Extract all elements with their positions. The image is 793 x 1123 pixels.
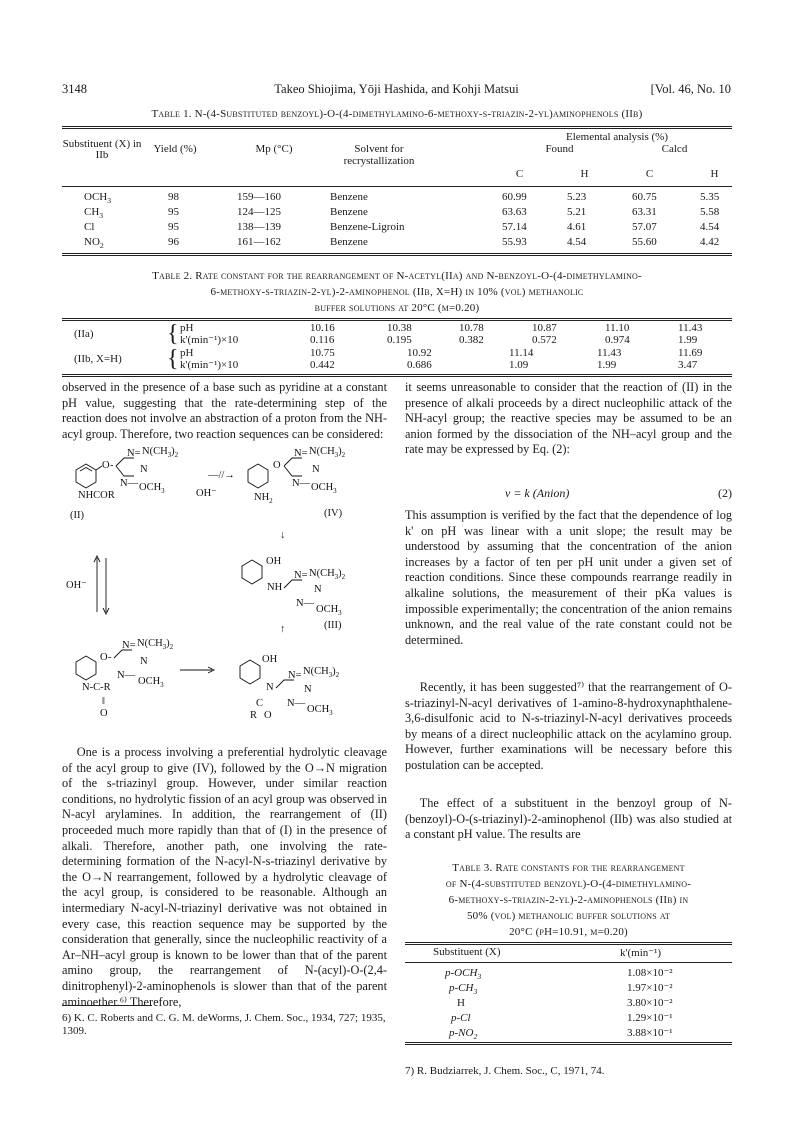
t1-row — [62, 220, 732, 235]
scheme-up-arrow: ↑ — [280, 624, 286, 635]
t3-row — [405, 981, 732, 996]
t1-fh: 5.23 — [567, 191, 587, 203]
scheme-o: O — [264, 710, 272, 721]
table1-caption: Table 1. N-(4-Substituted benzoyl)-O-(4-dimethylamino-6-methoxy-s-triazin-2-yl)aminophenols (IIb) — [151, 108, 643, 120]
t1-x: Cl — [84, 221, 95, 233]
t2-row-a-label: (IIa) — [74, 328, 94, 340]
t1-fc: 55.93 — [502, 236, 527, 248]
t2-a-ph: 10.87 — [532, 322, 557, 334]
scheme-nhcor: NHCOR — [78, 490, 115, 501]
t2-a-ph: 10.16 — [310, 322, 335, 334]
t1-yield: 96 — [168, 236, 179, 248]
table1-bottom-rule — [62, 253, 732, 256]
t3-x: H — [457, 997, 465, 1009]
svg-text:N: N — [314, 584, 322, 595]
table2-bottom-rule — [62, 374, 732, 377]
t2-brace-a: { — [167, 321, 179, 347]
svg-text:O: O — [102, 460, 110, 471]
table1-body — [62, 190, 732, 250]
svg-text:N—: N— — [292, 478, 311, 489]
t1-fh: 4.61 — [567, 221, 587, 233]
t1-solvent: Benzene — [330, 236, 368, 248]
t1-cc: 63.31 — [632, 206, 657, 218]
scheme-n-1: N= — [127, 448, 141, 459]
t2-brace-b: { — [167, 346, 179, 372]
t2-cap-l3: buffer solutions at 20°C (μ=0.20) — [314, 302, 480, 314]
svg-text:N(CH3)2: $N(CH_3)_2$ — [137, 638, 174, 651]
t1-cc: 55.60 — [632, 236, 657, 248]
right-paragraph-2: This assumption is verified by the fact that the dependence of log k' on pH was linear with a unit slope; the result may be understood by assuming that the concentration of the anion increases by a factor of ten per pH unit under a given set of reaction conditions. Since these compounds rearrange readily in alkaline solutions, the measurement of their pKa values is impossible experimentally; the concentration of the anion remains unknown, and the real value of the rate constant could not be determined. — [405, 508, 732, 647]
t1-row — [62, 190, 732, 205]
t1-x: $CH_3$ — [84, 206, 104, 221]
equation-number: (2) — [718, 486, 732, 500]
t1-yield: 95 — [168, 221, 179, 233]
table3-caption — [405, 860, 732, 940]
structure-iv — [248, 446, 346, 519]
t3-k: 3.88×10⁻¹ — [627, 1027, 673, 1039]
reaction-scheme — [62, 440, 392, 740]
t1-row — [62, 205, 732, 220]
t1-fc: 63.63 — [502, 206, 527, 218]
svg-text:N=: N= — [294, 570, 308, 581]
t1-col-solvent: Solvent for recrystallization — [343, 143, 415, 167]
structure-n-acyl — [76, 638, 174, 719]
svg-text:N: N — [312, 464, 320, 475]
t1-col-found-h: H — [580, 168, 589, 180]
t1-yield: 95 — [168, 206, 179, 218]
t1-row — [62, 235, 732, 250]
svg-text:NH2: $NH_2$ — [254, 492, 273, 505]
scheme-n-3: N— — [120, 478, 139, 489]
t3-col-k: k'(min⁻¹) — [620, 947, 662, 959]
t1-col-elemental: Elemental analysis (%) — [565, 131, 669, 143]
svg-text:N(CH3)2: $N(CH_3)_2$ — [309, 446, 346, 459]
t1-fc: 60.99 — [502, 191, 527, 203]
scheme-c: C — [256, 698, 264, 709]
t2-ph-label-b: pH — [180, 347, 194, 359]
running-authors: Takeo Shiojima, Yōji Hashida, and Kohji Matsui — [274, 82, 519, 96]
t2-b-k: 1.09 — [509, 359, 529, 371]
right-paragraph-4: The effect of a substituent in the benzoyl group of N-(benzoyl)-O-(s-triazinyl)-2-aminophenol (IIb) was also studied at a constant pH value. The results are — [405, 796, 732, 842]
t3-row — [405, 1011, 732, 1026]
svg-text:N=: N= — [288, 670, 302, 681]
t1-fh: 5.21 — [567, 206, 587, 218]
table3-body — [405, 966, 732, 1041]
t2-b-ph: 11.43 — [597, 347, 622, 359]
t2-a-k: 0.572 — [532, 334, 557, 346]
t3-row — [405, 966, 732, 981]
t1-col-found: Found — [545, 143, 574, 155]
t2-a-k: 0.382 — [459, 334, 484, 346]
benzene-ring-iii — [242, 560, 262, 584]
volume-info: [Vol. 46, No. 10 — [650, 82, 731, 96]
equation-text: v = k (Anion) — [505, 486, 570, 500]
t1-col-calcd-c: C — [645, 168, 654, 180]
t1-ch: 4.42 — [700, 236, 720, 248]
t2-a-ph: 10.38 — [387, 322, 412, 334]
t2-a-ph: 11.43 — [678, 322, 703, 334]
table2-body — [62, 322, 732, 374]
t1-solvent: Benzene — [330, 191, 368, 203]
t1-col-mp: Mp (°C) — [255, 143, 293, 155]
t3-k: 1.08×10⁻² — [627, 967, 673, 979]
scheme-down-arrow: ↓ — [280, 530, 286, 541]
t3-k: 3.80×10⁻² — [627, 997, 673, 1009]
structure-ii — [70, 446, 179, 521]
t1-col-calcd-h: H — [710, 168, 719, 180]
scheme-r: R — [250, 710, 258, 721]
t1-cc: 60.75 — [632, 191, 657, 203]
scheme-oh-side: OH⁻ — [66, 580, 87, 591]
svg-text:OCH3: $OCH_3$ — [138, 676, 164, 689]
svg-text:N—: N— — [296, 598, 315, 609]
t2-a-k: 1.99 — [678, 334, 698, 346]
t2-cap-l2: 6-methoxy-s-triazin-2-yl)-2-aminophenol (IIb, X=H) in 10% (vol) methanolic — [210, 286, 584, 298]
svg-text:N—: N— — [287, 698, 306, 709]
t3-x: p-Cl — [451, 1012, 471, 1024]
table1-mid-rule — [62, 186, 732, 187]
scheme-oh-minus: OH⁻ — [196, 488, 217, 499]
scheme-nh: NH — [267, 582, 283, 593]
t1-solvent: Benzene-Ligroin — [330, 221, 405, 233]
t3-k: 1.29×10⁻¹ — [627, 1012, 673, 1024]
t3-cap-l4: 50% (vol) methanolic buffer solutions at — [466, 910, 671, 922]
page-number: 3148 — [62, 82, 87, 96]
t2-k-label-b: k'(min⁻¹)×10 — [180, 359, 239, 371]
svg-text:N(CH3)2: $N(CH_3)_2$ — [303, 666, 340, 679]
left-paragraph-2: One is a process involving a preferential hydrolytic cleavage of the acyl group to give (IV), followed by the O→N migration of the s-triazinyl group. However, under similar reaction conditions, no hydrolytic fission of an acyl group was observed in N-acyl arylamines. In addition, the rearrangement of (II) proceeded much more rapidly than that of (I) in the presence of alkali. Therefore, another path, one involving the rate-determining formation of the N-acyl-N-s-triazinyl derivative by the O→N rearrangement, followed by a hydrolytic cleavage of the acyl group, is considered to be reasonable. Although an intermediary N-acyl-N-triazinyl derivative was not obtained in every case, this reaction sequence may be supported by the consideration that generally, since the nucleophilic reactivity of a Ar–NH–acyl group is known to be lower than that of the parent amino group, the rearrangement of N-(acyl)-O-(2,4-dinitrophenyl)-2-aminophenols is slower than that of the parent aminoether.⁶⁾ Therefore, — [62, 745, 387, 1009]
t1-col-substituent: Substituent (X) in IIb — [62, 138, 142, 161]
scheme-o-bottom: O — [100, 708, 108, 719]
t2-a-k: 0.116 — [310, 334, 335, 346]
t1-mp: 159—160 — [237, 191, 281, 203]
t3-col-sub: Substituent (X) — [433, 946, 501, 958]
scheme-oh-iii: OH — [266, 556, 282, 567]
left-paragraph-1: observed in the presence of a base such as pyridine at a constant pH value, suggesting that the rate-determining step of the reaction does not involve an abstraction of a proton from the NH- acyl group. Therefore, two reaction sequences can be considered: — [62, 380, 387, 441]
scheme-label-ii: (II) — [70, 510, 84, 521]
t3-cap-l2: of N-(4-substituted benzoyl)-O-(4-dimethylamino- — [445, 878, 692, 890]
footnote-7: 7) R. Budziarrek, J. Chem. Soc., C, 1971, 74. — [405, 1065, 605, 1077]
t1-mp: 161—162 — [237, 236, 281, 248]
svg-text:N: N — [140, 656, 148, 667]
t2-b-ph: 11.14 — [509, 347, 534, 359]
structure-iii — [242, 556, 346, 617]
t3-x: $p-OCH_3$ — [445, 967, 482, 982]
svg-text:N: N — [304, 684, 312, 695]
right-paragraph-3: Recently, it has been suggested⁷⁾ that the rearrangement of O-s-triazinyl-N-acyl derivatives of 1-amino-8-hydroxynaphthalene-3,6-disulfonic acid to N-s-triazinyl-N-acyl derivatives proceeds by means of a direct nucleophilic attack on the acylamino group. However, further examinations will be necessary before this postulation can be accepted. — [405, 680, 732, 772]
t2-b-k: 1.99 — [597, 359, 617, 371]
t2-row-b-label: (IIb, X=H) — [74, 353, 122, 365]
right-paragraph-1: it seems unreasonable to consider that the reaction of (II) in the presence of alkali proceeds by a direct nucleophilic attack of the NH-acyl group; the reactive species may be assumed to be an anion formed by the dissociation of the NH–acyl group and the rate may be expressed by Eq. (2): — [405, 380, 732, 457]
t3-cap-l5: 20°C (pH=10.91, μ=0.20) — [509, 926, 628, 938]
svg-text:OCH3: $OCH_3$ — [307, 704, 333, 717]
t1-col-calcd: Calcd — [661, 143, 688, 155]
t3-k: 1.97×10⁻² — [627, 982, 673, 994]
svg-text:OCH3: $OCH_3$ — [311, 482, 337, 495]
svg-text:N(CH3)2: $N(CH_3)_2$ — [309, 568, 346, 581]
t3-x: $p-NO_2$ — [449, 1027, 478, 1042]
footnote-6: 6) K. C. Roberts and C. G. M. deWorms, J. Chem. Soc., 1934, 727; 1935, 1309. — [62, 1012, 386, 1037]
table2-top-rule — [62, 318, 732, 321]
t1-col-found-c: C — [515, 168, 524, 180]
t1-ch: 5.35 — [700, 191, 720, 203]
t1-fc: 57.14 — [502, 221, 527, 233]
t3-cap-l3: 6-methoxy-s-triazin-2-yl)-2-aminophenols (IIb) in — [448, 894, 689, 906]
svg-text:N—: N— — [117, 670, 136, 681]
scheme-label-iii: (III) — [324, 620, 342, 631]
t2-a-ph: 11.10 — [605, 322, 630, 334]
structure-bottom-right — [240, 654, 340, 721]
t1-x: $OCH_3$ — [84, 191, 112, 206]
t2-b-ph: 11.69 — [678, 347, 703, 359]
benzene-ring-iv — [248, 464, 268, 488]
svg-text:O: O — [273, 460, 281, 471]
table3-mid-rule — [405, 962, 732, 963]
t3-x: $p-CH_3$ — [449, 982, 478, 997]
svg-text:-: - — [108, 652, 112, 663]
svg-text:N: N — [266, 682, 274, 693]
t1-cc: 57.07 — [632, 221, 657, 233]
t1-yield: 98 — [168, 191, 179, 203]
t1-col-yield: Yield (%) — [153, 143, 197, 155]
t2-b-k: 0.686 — [407, 359, 432, 371]
svg-text:-: - — [110, 460, 114, 471]
svg-text:‖: ‖ — [102, 696, 105, 707]
t2-a-k: 0.974 — [605, 334, 630, 346]
svg-text:O: O — [100, 652, 108, 663]
scheme-blocked-arrow: —//→ — [208, 470, 235, 481]
t2-b-k: 0.442 — [310, 359, 335, 371]
t2-cap-l1: Table 2. Rate constant for the rearrangement of N-acetyl(IIa) and N-benzoyl-O-(4-dimethylamino- — [152, 270, 642, 282]
svg-text:OH: OH — [262, 654, 278, 665]
t2-a-ph: 10.78 — [459, 322, 484, 334]
table3-bottom-rule — [405, 1042, 732, 1045]
svg-text:N=: N= — [122, 640, 136, 651]
table1-header — [62, 131, 732, 191]
t2-b-ph: 10.92 — [407, 347, 432, 359]
svg-text:OCH3: $OCH_3$ — [316, 604, 342, 617]
scheme-n-2: N — [140, 464, 148, 475]
t3-row — [405, 996, 732, 1011]
t2-b-k: 3.47 — [678, 359, 698, 371]
t1-fh: 4.54 — [567, 236, 587, 248]
t2-k-label-a: k'(min⁻¹)×10 — [180, 334, 239, 346]
t2-b-ph: 10.75 — [310, 347, 335, 359]
footnote-rule-left — [62, 1005, 152, 1006]
t3-cap-l1: Table 3. Rate constants for the rearrangement — [452, 862, 685, 874]
t1-ch: 4.54 — [700, 221, 720, 233]
t1-solvent: Benzene — [330, 206, 368, 218]
t2-ph-label-a: pH — [180, 322, 194, 334]
scheme-och3-ii: $OCH_3$ — [139, 482, 165, 495]
t1-mp: 124—125 — [237, 206, 281, 218]
table2-caption — [62, 268, 732, 316]
scheme-label-iv: (IV) — [324, 508, 343, 519]
scheme-nme2-ii: $N(CH_3)_2$ — [142, 446, 179, 459]
scheme-n-c-r: N-C-R — [82, 682, 111, 693]
t3-row — [405, 1026, 732, 1041]
t1-ch: 5.58 — [700, 206, 720, 218]
t2-a-k: 0.195 — [387, 334, 412, 346]
svg-text:N=: N= — [294, 448, 308, 459]
table1-top-rule — [62, 126, 732, 129]
table3-top-rule — [405, 942, 732, 945]
t1-x: $NO_2$ — [84, 236, 104, 251]
t1-mp: 138—139 — [237, 221, 281, 233]
